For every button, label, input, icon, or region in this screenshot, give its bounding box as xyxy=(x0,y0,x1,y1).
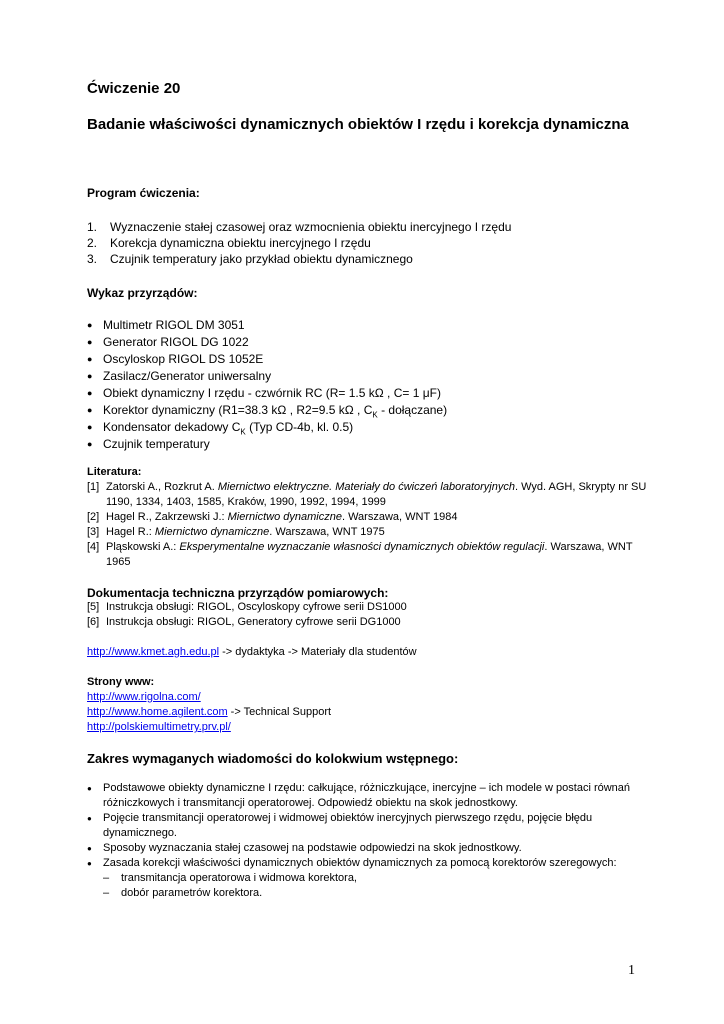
scope-heading: Zakres wymaganych wiadomości do kolokwium wstępnego: xyxy=(87,751,459,766)
list-item: ● Kondensator dekadowy $C_K$ (Typ CD-4b, kl. 0.5) xyxy=(87,420,354,437)
list-item: ● Podstawowe obiekty dynamiczne I rzędu: całkujące, różniczkujące, inercyjne – ich modele w postaci równań różniczkowych i transmitancji operatorowej. Odpowiedź obiektu na skok jednostkowy. xyxy=(87,782,631,809)
www-link-1-line xyxy=(87,690,201,705)
list-item: – transmitancja operatorowa i widmowa korektora, xyxy=(103,872,357,884)
exercise-subtitle: Badanie właściwości dynamicznych obiektów I rzędu i korekcja dynamiczna xyxy=(87,116,629,133)
www-link-3-line xyxy=(87,720,231,735)
bullet-icon: ● xyxy=(87,320,93,330)
kmet-link[interactable]: http://www.kmet.agh.edu.pl xyxy=(87,646,220,658)
list-item: [6] Instrukcja obsługi: RIGOL, Generatory cyfrowe serii DG1000 xyxy=(87,616,401,628)
scope-list xyxy=(87,781,647,901)
rigolna-link[interactable]: http://www.rigolna.com/ xyxy=(87,691,201,703)
bullet-icon: ● xyxy=(87,337,93,347)
kmet-line: http://www.kmet.agh.edu.pl -> dydaktyka -> Materiały dla studentów xyxy=(87,646,417,658)
exercise-title: Ćwiczenie 20 xyxy=(87,80,181,97)
list-item: ● Pojęcie transmitancji operatorowej i widmowej obiektów inercyjnych pierwszego rzędu, pojęcie błędu dynamicznego. xyxy=(87,812,593,839)
www-heading: Strony www: xyxy=(87,676,155,688)
bullet-icon: ● xyxy=(87,844,92,853)
list-item: ● Zasada korekcji właściwości dynamicznych obiektów dynamicznych za pomocą korektorów szeregowych: – transmitancja operatorowa i widmowa korektora, – dobór parametrów korektora. xyxy=(87,856,647,901)
bullet-icon: ● xyxy=(87,354,93,364)
list-item: ● Oscyloskop RIGOL DS 1052E xyxy=(87,352,264,366)
bullet-icon: ● xyxy=(87,859,92,868)
list-item: – dobór parametrów korektora. xyxy=(103,887,263,899)
instruments-heading: Wykaz przyrządów: xyxy=(87,286,198,300)
list-item: ● Sposoby wyznaczania stałej czasowej na podstawie odpowiedzi na skok jednostkowy. xyxy=(87,842,522,854)
list-item: 2. Korekcja dynamiczna obiektu inercyjnego I rzędu xyxy=(87,236,371,250)
list-item: ● Korektor dynamiczny (R1=38.3 kΩ , R2=9.5 kΩ , $C_K$ - dołączane) xyxy=(87,403,448,420)
agilent-link[interactable]: http://www.home.agilent.com xyxy=(87,706,228,718)
list-item: ● Zasilacz/Generator uniwersalny xyxy=(87,369,272,383)
www-link-2-line: http://www.home.agilent.com -> Technical Support xyxy=(87,706,332,718)
list-item: [2] Hagel R., Zakrzewski J.: Miernictwo dynamiczne. Warszawa, WNT 1984 xyxy=(87,511,458,523)
program-heading: Program ćwiczenia: xyxy=(87,186,200,200)
docs-list xyxy=(87,600,647,630)
scope-sublist xyxy=(103,871,647,901)
dash-icon: – xyxy=(103,872,110,884)
list-item: ● Multimetr RIGOL DM 3051 xyxy=(87,318,245,332)
bullet-icon: ● xyxy=(87,422,93,432)
page-number: 1 xyxy=(628,963,635,978)
program-list xyxy=(87,219,511,267)
list-item: [5] Instrukcja obsługi: RIGOL, Oscyloskopy cyfrowe serii DS1000 xyxy=(87,601,407,613)
list-item: ● Obiekt dynamiczny I rzędu - czwórnik RC (R= 1.5 kΩ , C= 1 μF) xyxy=(87,386,441,400)
dash-icon: – xyxy=(103,887,110,899)
bullet-icon: ● xyxy=(87,405,93,415)
literature-list xyxy=(87,480,647,570)
list-item: [3] Hagel R.: Miernictwo dynamiczne. Warszawa, WNT 1975 xyxy=(87,526,385,538)
bullet-icon: ● xyxy=(87,784,92,793)
instruments-list xyxy=(87,317,447,453)
docs-heading: Dokumentacja techniczna przyrządów pomiarowych: xyxy=(87,586,389,600)
bullet-icon: ● xyxy=(87,814,92,823)
list-item: [4] Pląskowski A.: Eksperymentalne wyznaczanie własności dynamicznych obiektów regulacji. Warszawa, WNT 1965 xyxy=(87,541,633,568)
list-item: 1. Wyznaczenie stałej czasowej oraz wzmocnienia obiektu inercyjnego I rzędu xyxy=(87,220,512,234)
list-item: [1] Zatorski A., Rozkrut A. Miernictwo elektryczne. Materiały do ćwiczeń laboratoryjnych. Wyd. AGH, Skrypty nr SU 1190, 1334, 1403, 1585, Kraków, 1990, 1992, 1994, 1999 xyxy=(87,481,647,508)
literature-heading: Literatura: xyxy=(87,466,142,478)
list-item: ● Generator RIGOL DG 1022 xyxy=(87,335,249,349)
bullet-icon: ● xyxy=(87,371,93,381)
list-item: ● Czujnik temperatury xyxy=(87,437,210,451)
bullet-icon: ● xyxy=(87,388,93,398)
list-item: 3. Czujnik temperatury jako przykład obiektu dynamicznego xyxy=(87,252,413,266)
bullet-icon: ● xyxy=(87,439,93,449)
polskiemultimetry-link[interactable]: http://polskiemultimetry.prv.pl/ xyxy=(87,721,231,733)
